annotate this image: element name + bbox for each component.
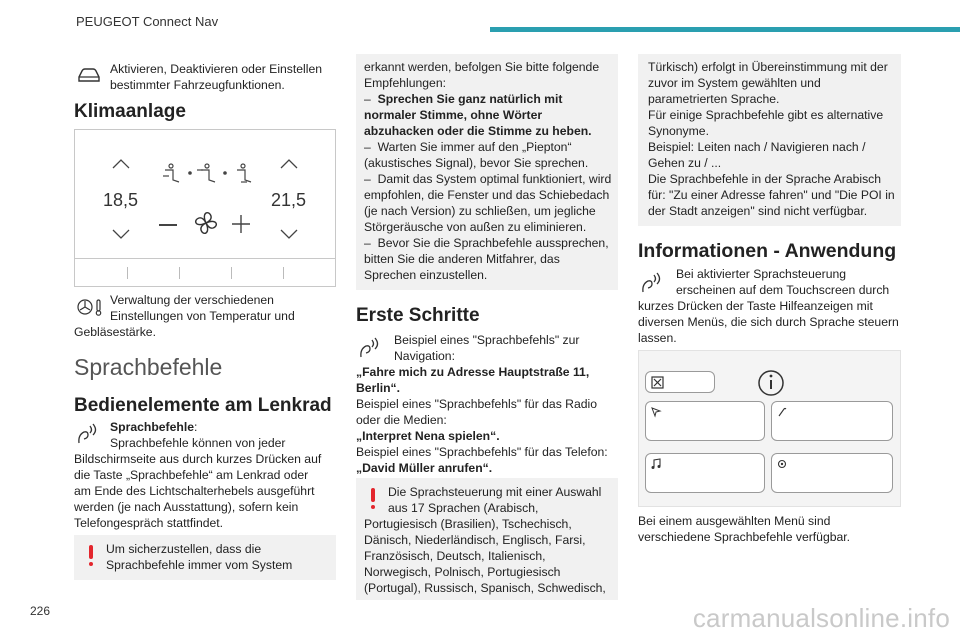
erste-mid-2: Beispiel eines "Sprachbefehls" für das Telefon: xyxy=(356,445,608,459)
after-text-1: Bei einem ausgewählten Menü sind xyxy=(638,514,831,528)
header-accent-bar xyxy=(490,27,960,32)
mid-notice-2: Empfehlungen: xyxy=(364,76,446,90)
intro-line-1: Aktivieren, Deaktivieren oder Einstellen xyxy=(110,62,323,76)
mid-notice-bold-3: abzuhacken oder die Stimme zu heben. xyxy=(364,124,592,138)
right-notice-3: parametrierten Sprache. xyxy=(648,92,780,106)
right-notice-9: für: "Zu einer Adresse fahren" und "Die POI in xyxy=(648,188,895,202)
klima-desc-1: Verwaltung der verschiedenen xyxy=(110,293,274,307)
media-menu-tile xyxy=(645,453,765,493)
lang-2: aus 17 Sprachen (Arabisch, xyxy=(388,501,539,515)
erste-bold-1a: „Fahre mich zu Adresse Hauptstraße 11, xyxy=(356,365,590,379)
close-box-icon xyxy=(651,376,665,390)
lenkrad-text-4: am Ende des Lichtschalterhebels ausgeführt xyxy=(74,484,315,498)
lang-5: Französisch, Deutsch, Italienisch, xyxy=(364,549,546,563)
after-text-2: verschiedene Sprachbefehle verfügbar. xyxy=(638,530,851,544)
mid-notice-bold-2: normaler Stimme, ohne Wörter xyxy=(364,108,543,122)
info-text-3: kurzes Drücken der Taste Hilfeanzeigen mit xyxy=(638,299,873,313)
mid-notice-more-1: – Warten Sie immer auf den „Piepton“ xyxy=(364,140,572,154)
heading-bedienelemente: Bedienelemente am Lenkrad xyxy=(74,395,332,416)
phone-icon xyxy=(776,406,788,418)
lenkrad-text-2: Bildschirmseite aus durch kurzes Drücken auf xyxy=(74,452,322,466)
lenkrad-title-line: Sprachbefehle: xyxy=(110,420,198,434)
info-text-2: erscheinen auf dem Touchscreen durch xyxy=(676,283,890,297)
lang-7: (Portugal), Russisch, Spanisch, Schwedisch, xyxy=(364,581,606,595)
heading-klimaanlage: Klimaanlage xyxy=(74,101,186,122)
close-voice-button xyxy=(645,371,715,393)
lenkrad-text-1: Sprachbefehle können von jeder xyxy=(110,436,286,450)
erste-bold-1b: Berlin“. xyxy=(356,381,401,395)
lang-6: Norwegisch, Polnisch, Portugiesisch xyxy=(364,565,561,579)
running-header: PEUGEOT Connect Nav xyxy=(76,14,219,29)
car-settings-icon xyxy=(76,66,102,84)
lang-3: Portugiesisch (Brasilien), Tschechisch, xyxy=(364,517,572,531)
settings-menu-tile xyxy=(771,453,893,493)
lenkrad-text-5: werden (je nach Ausstattung), sofern kein xyxy=(74,500,299,514)
lenkrad-text-3: die Taste „Sprachbefehle“ am Lenkrad oder xyxy=(74,468,309,482)
heading-informationen: Informationen - Anwendung xyxy=(638,240,897,262)
lang-4: Dänisch, Niederländisch, Englisch, Farsi, xyxy=(364,533,586,547)
navigation-arrow-icon xyxy=(650,406,662,418)
mid-notice-more-3: – Damit das System optimal funktioniert, wird xyxy=(364,172,612,186)
erste-mid-1a: Beispiel eines "Sprachbefehls" für das Radio xyxy=(356,397,598,411)
watermark: carmanualsonline.info xyxy=(692,603,950,633)
info-icon xyxy=(757,369,785,397)
erste-line-1: Beispiel eines "Sprachbefehls" zur xyxy=(394,333,580,347)
fan-icon xyxy=(191,208,221,238)
voice-menu-illustration xyxy=(638,350,901,507)
temp-left: 18,5 xyxy=(103,190,139,210)
plus-icon xyxy=(231,214,251,234)
warning-notice-mid xyxy=(356,54,618,290)
lang-1: Die Sprachsteuerung mit einer Auswahl xyxy=(388,485,602,499)
gear-icon xyxy=(776,458,788,470)
music-note-icon xyxy=(650,458,662,470)
heading-erste-schritte: Erste Schritte xyxy=(356,305,480,326)
right-notice-2: zuvor im System gewählten und xyxy=(648,76,821,90)
erste-mid-1b: oder die Medien: xyxy=(356,413,447,427)
climate-screen-illustration xyxy=(74,129,336,287)
warning-icon xyxy=(89,545,93,559)
page-number: 226 xyxy=(30,604,51,618)
right-notice-7: Gehen zu / ... xyxy=(648,156,722,170)
mid-notice-more-5: (je nach Version) zu schließen, um jegliche xyxy=(364,204,596,218)
chevron-down-icon xyxy=(279,228,299,240)
info-text-4: diversen Menüs, die sich durch Sprache steuern xyxy=(638,315,899,329)
navigation-menu-tile xyxy=(645,401,765,441)
fan-temperature-icon xyxy=(76,297,106,317)
airflow-icons xyxy=(161,160,257,186)
notice-left-1: Um sicherzustellen, dass die xyxy=(106,542,262,556)
mid-notice-more-7: – Bevor Sie die Sprachbefehle aussprechen, xyxy=(364,236,609,250)
mid-notice-more-2: (akustisches Signal), bevor Sie sprechen. xyxy=(364,156,589,170)
voice-command-icon xyxy=(76,423,102,445)
mid-notice-more-9: Sprechen einzustellen. xyxy=(364,268,488,282)
erste-line-2: Navigation: xyxy=(394,349,455,363)
heading-sprachbefehle: Sprachbefehle xyxy=(74,354,223,380)
intro-line-2: bestimmter Fahrzeugfunktionen. xyxy=(110,78,285,92)
right-notice-4: Für einige Sprachbefehle gibt es alternative xyxy=(648,108,884,122)
mid-notice-more-8: bitten Sie die anderen Mitfahrer, das xyxy=(364,252,560,266)
erste-bold-3: „David Müller anrufen“. xyxy=(356,461,493,475)
info-text-1: Bei aktivierter Sprachsteuerung xyxy=(676,267,847,281)
chevron-down-icon xyxy=(111,228,131,240)
warning-icon xyxy=(371,488,375,502)
voice-command-icon xyxy=(358,337,384,359)
mid-notice-bold-1: – Sprechen Sie ganz natürlich mit xyxy=(364,92,563,106)
right-notice-6: Beispiel: Leiten nach / Navigieren nach / xyxy=(648,140,866,154)
mid-notice-more-4: empfohlen, die Fenster und das Schiebedach xyxy=(364,188,610,202)
klima-desc-2: Einstellungen von Temperatur und xyxy=(110,309,295,323)
notice-left-2: Sprachbefehle immer vom System xyxy=(106,558,293,572)
voice-command-icon xyxy=(640,272,666,294)
info-text-5: lassen. xyxy=(638,331,677,345)
language-notice xyxy=(356,478,618,600)
mid-notice-more-6: Störgeräusche von außen zu eliminieren. xyxy=(364,220,587,234)
lenkrad-text-6: Telefongespräch stattfindet. xyxy=(74,516,224,530)
temp-right: 21,5 xyxy=(271,190,307,210)
erste-bold-2: „Interpret Nena spielen“. xyxy=(356,429,500,443)
right-notice-1: Türkisch) erfolgt in Übereinstimmung mit der xyxy=(648,60,888,74)
right-notice-10: der Stadt anzeigen" sind nicht verfügbar. xyxy=(648,204,868,218)
warning-notice-left xyxy=(74,535,336,580)
right-notice-8: Die Sprachbefehle in der Sprache Arabisch xyxy=(648,172,882,186)
language-notice-continued xyxy=(638,54,901,226)
phone-menu-tile xyxy=(771,401,893,441)
chevron-up-icon xyxy=(111,158,131,170)
klima-desc-3: Gebläsestärke. xyxy=(74,325,156,339)
right-notice-5: Synonyme. xyxy=(648,124,709,138)
mid-notice-1: erkannt werden, befolgen Sie bitte folgende xyxy=(364,60,600,74)
chevron-up-icon xyxy=(279,158,299,170)
